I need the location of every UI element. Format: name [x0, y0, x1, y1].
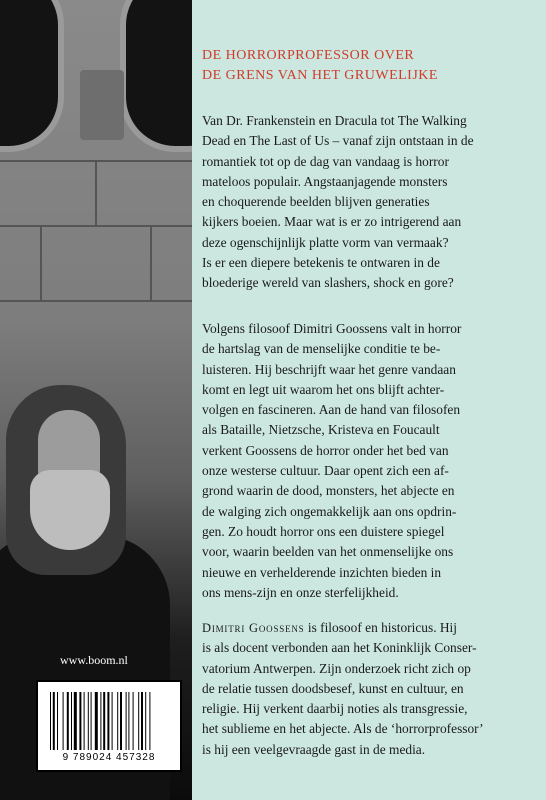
text-line: Dead en The Last of Us – vanaf zijn ontstaan in de	[202, 133, 474, 149]
publisher-url[interactable]: www.boom.nl	[60, 653, 128, 667]
text-line: de relatie tussen doodsbesef, kunst en cultuur, en	[202, 680, 464, 696]
intro-paragraph	[202, 111, 538, 294]
barcode-bars	[50, 692, 172, 750]
body-paragraph	[202, 319, 538, 603]
text-line: het sublieme en het abjecte. Als de ‘horrorprofessor’	[202, 721, 484, 737]
back-cover-panel	[192, 0, 546, 800]
isbn-number: 9 789024 457328	[62, 752, 156, 763]
stone-joint	[0, 300, 192, 302]
text-line: volgen en fascineren. Aan de hand van filosofen	[202, 402, 461, 418]
window-arch-right	[120, 0, 192, 152]
isbn-barcode	[36, 680, 182, 772]
text-line: Volgens filosoof Dimitri Goossens valt in horror	[202, 321, 462, 336]
stone-pillar	[80, 70, 124, 140]
text-line: nieuwe en verhelderende inzichten bieden in	[202, 564, 442, 580]
text-line: en choquerende beelden blijven generaties	[202, 194, 430, 210]
author-bio	[202, 618, 538, 760]
stone-joint	[0, 225, 192, 227]
text-line: onze westerse cultuur. Daar opent zich een af-	[202, 463, 449, 479]
text-line: Van Dr. Frankenstein en Dracula tot The Walking	[202, 113, 467, 128]
text-line: luisteren. Hij beschrijft waar het genre vandaan	[202, 361, 456, 377]
text-line: de hartslag van de menselijke conditie te be-	[202, 341, 441, 357]
text-line: is als docent verbonden aan het Koninklijk Conser-	[202, 640, 477, 656]
author-beard	[30, 470, 110, 550]
author-name: Dimitri Goossens	[202, 621, 305, 635]
text-line: voor, waarin beelden van het onmenselijke ons	[202, 544, 454, 560]
text-line: vatorium Antwerpen. Zijn onderzoek richt zich op	[202, 660, 471, 676]
text-line: gen. Zo houdt horror ons een duistere spiegel	[202, 523, 445, 539]
text-line: romantiek tot op de dag van vandaag is horror	[202, 153, 449, 169]
text-line: is hij een veelgevraagde gast in de media.	[202, 741, 426, 757]
text-line: als Bataille, Nietzsche, Kristeva en Foucault	[202, 422, 440, 438]
text-line: kijkers boeien. Maar wat is er zo intrigerend aan	[202, 214, 462, 230]
heading-line: DE HORRORPROFESSOR OVER	[202, 48, 415, 63]
text-line: ons mens-zijn en onze sterfelijkheid.	[202, 584, 399, 600]
bio-first-line: is filosoof en historicus. Hij	[304, 620, 457, 635]
stone-joint	[40, 225, 42, 300]
text-line: deze ogenschijnlijk platte vorm van vermaak?	[202, 234, 449, 250]
heading-line: DE GRENS VAN HET GRUWELIJKE	[202, 68, 438, 83]
text-line: Is er een diepere betekenis te ontwaren in de	[202, 255, 440, 271]
text-line: bloederige wereld van slashers, shock en gore?	[202, 275, 454, 291]
text-line: mateloos populair. Angstaanjagende monsters	[202, 173, 448, 189]
window-arch-left	[0, 0, 64, 152]
text-line	[202, 618, 538, 638]
text-line: grond waarin de dood, monsters, het abjecte en	[202, 483, 455, 499]
text-line: verkent Goossens de horror onder het bed van	[202, 442, 449, 458]
cover-heading	[202, 46, 538, 86]
text-line: religie. Hij verkent daarbij noties als transgressie,	[202, 701, 468, 717]
text-line: de walging zich ongemakkelijk aan ons opdrin-	[202, 503, 457, 519]
text-line: komt en legt uit waarom het ons blijft achter-	[202, 381, 445, 397]
stone-joint	[150, 225, 152, 300]
stone-joint	[95, 160, 97, 225]
